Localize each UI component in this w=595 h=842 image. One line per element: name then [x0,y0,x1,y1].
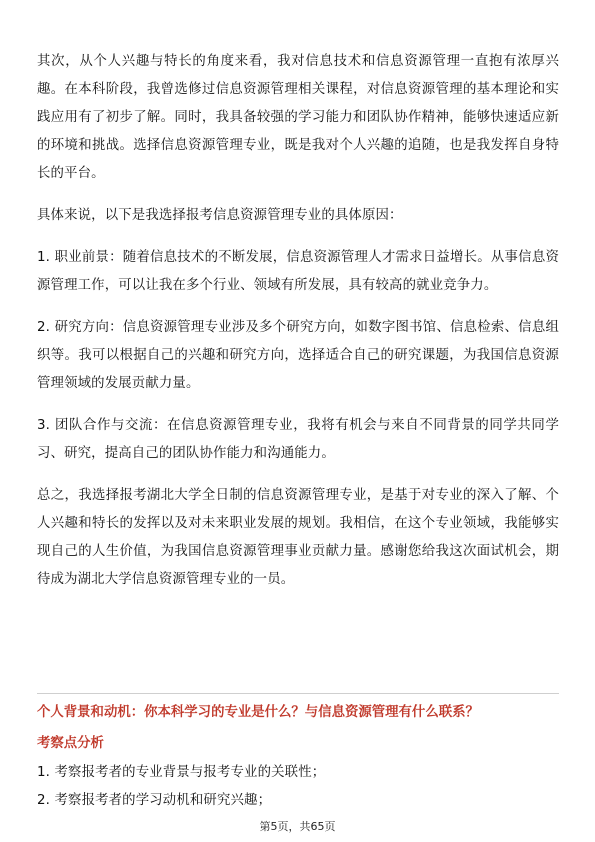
paragraph-interest: 其次，从个人兴趣与特长的角度来看，我对信息技术和信息资源管理一直抱有浓厚兴趣。在本科阶段，我曾选修过信息资源管理相关课程，对信息资源管理的基本理论和实践应用有了初步了解。同时，我具备较强的学习能力和团队协作精神，能够快速适应新的环境和挑战。选择信息资源管理专业，既是我对个人兴趣的追随，也是我发挥自身特长的平台。 [37,54,559,181]
paragraph-teamwork: 3. 团队合作与交流：在信息资源管理专业，我将有机会与来自不同背景的同学共同学习、研究，提高自己的团队协作能力和沟通能力。 [37,418,559,461]
paragraph-conclusion: 总之，我选择报考湖北大学全日制的信息资源管理专业，是基于对专业的深入了解、个人兴趣和特长的发挥以及对未来职业发展的规划。我相信，在这个专业领域，我能够实现自己的人生价值，为我国信息资源管理事业贡献力量。感谢您给我这次面试机会，期待成为湖北大学信息资源管理专业的一员。 [37,488,559,587]
analysis-point: 2. 考察报考者的学习动机和研究兴趣； [37,793,272,808]
page-number: 第5页，共65页 [259,820,336,833]
paragraph-research-direction: 2. 研究方向：信息资源管理专业涉及多个研究方向，如数字图书馆、信息检索、信息组织等。我可以根据自己的兴趣和研究方向，选择适合自己的研究课题，为我国信息资源管理领域的发展贡献力量。 [37,320,559,391]
paragraph-reasons-intro: 具体来说，以下是我选择报考信息资源管理专业的具体原因： [37,208,403,223]
section-divider [37,693,559,694]
interview-question: 个人背景和动机：你本科学习的专业是什么？与信息资源管理有什么联系？ [37,705,479,720]
analysis-heading: 考察点分析 [37,736,104,751]
analysis-point: 1. 考察报考者的专业背景与报考专业的关联性； [37,765,326,780]
analysis-points [37,759,559,815]
answer-body [37,48,559,594]
paragraph-career-prospects: 1. 职业前景：随着信息技术的不断发展，信息资源管理人才需求日益增长。从事信息资源管理工作，可以让我在多个行业、领域有所发展，具有较高的就业竞争力。 [37,250,559,293]
